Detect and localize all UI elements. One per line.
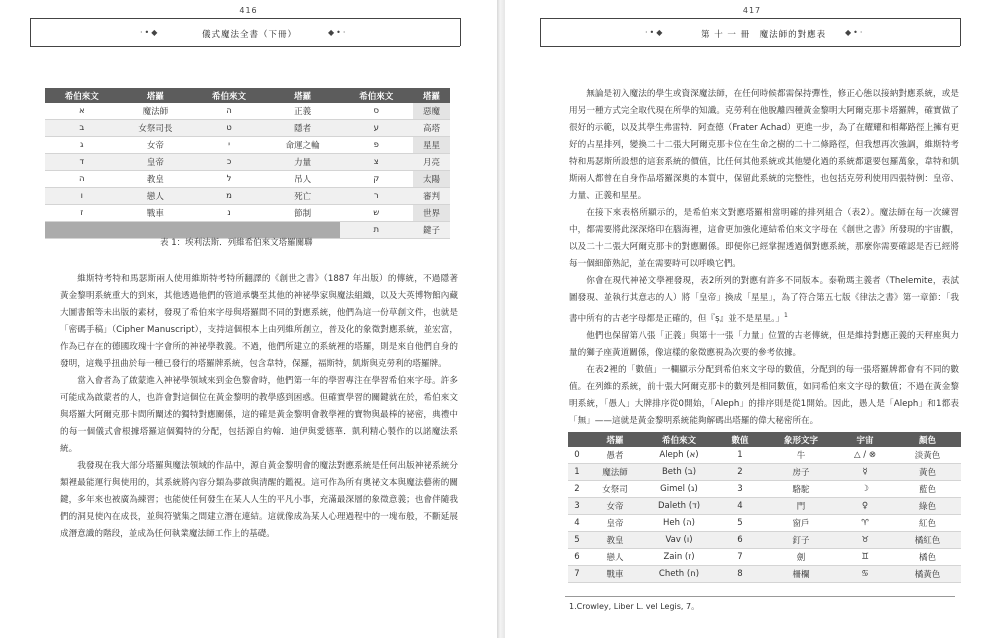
header-rule [460, 18, 461, 46]
pictograph: 駱駝 [766, 481, 836, 498]
tarot-card: 世界 [413, 205, 450, 222]
tarot-card: 正義 [266, 103, 340, 120]
tarot-card: 星星 [413, 137, 450, 154]
tarot-card: 女祭司長 [119, 120, 193, 137]
tarot-card: 戀人 [586, 549, 644, 566]
numeric-value: 1 [714, 447, 766, 464]
paragraph-text: 你會在現代神祕文學裡發現，表2所列的對應有許多不同版本。泰勒瑪主義者（Thelemite，表試圖發現、並執行其意志的人）將「皇帝」換成「星星」，為了符合第五七版《律法之書》第一章節：「我書中所有的古老字母都是正確的，但『ṣ』並不是星星。」 [569, 276, 959, 324]
table-row [568, 481, 961, 498]
table-header: 塔羅 [586, 432, 644, 447]
tarot-card: 鍵子 [413, 222, 450, 239]
color: 橘黃色 [894, 566, 961, 583]
color: 紅色 [894, 515, 961, 532]
hebrew-letter: ד [45, 154, 119, 171]
table-header: 塔羅 [413, 88, 450, 103]
cosmic-symbol: ♀ [836, 498, 894, 515]
table-row [568, 532, 961, 549]
table-row [568, 498, 961, 515]
table-header [568, 432, 586, 447]
card-number: 4 [568, 515, 586, 532]
numeric-value: 4 [714, 498, 766, 515]
left-page [0, 0, 497, 638]
card-number: 2 [568, 481, 586, 498]
color: 淡黃色 [894, 447, 961, 464]
tarot-card: 戰車 [586, 566, 644, 583]
hebrew-letter: Cheth (ח) [644, 566, 714, 583]
table-header: 顏色 [894, 432, 961, 447]
numeric-value: 7 [714, 549, 766, 566]
table-row [568, 549, 961, 566]
hebrew-letter: ט [192, 120, 266, 137]
tarot-card: 教皇 [119, 171, 193, 188]
table-row [568, 566, 961, 583]
table-header: 塔羅 [266, 88, 340, 103]
hebrew-letter: Aleph (א) [644, 447, 714, 464]
hebrew-letter: י [192, 137, 266, 154]
hebrew-letter: ה [45, 171, 119, 188]
table-row [45, 171, 450, 188]
cosmic-symbol: ♈ [836, 515, 894, 532]
card-number: 0 [568, 447, 586, 464]
paragraph: 他們也保留第八張「正義」與第十一張「力量」位置的古老傳統，但是維持對應正義的天秤座與力量的獅子座黃道關係，像這樣的象徵應視為次要的參考依據。 [569, 330, 959, 358]
paragraph: 當入會者為了啟蒙進入神祕學領域來到金色黎會時，他們第一年的學習專注在學習希伯來字母。許多可能成為啟蒙者的人，也許會對這個位在黃金黎明的教學感到困惑。但確實學習的關鍵就在於，希伯來文與塔羅大阿爾克那卡間所闡述的獨特對應關係，這的確是黃金黎明會教學裡的寶物與最棒的祕密，典禮中的每一個儀式會根據塔羅這個獨特的分配，包括源自約翰．迪伊與愛德華．凱利精心製作的以諾魔法系統。 [60, 376, 458, 454]
hebrew-letter: ו [45, 188, 119, 205]
table-row [568, 515, 961, 532]
hebrew-letter: ע [340, 120, 414, 137]
hebrew-letter: א [45, 103, 119, 120]
numeric-value: 6 [714, 532, 766, 549]
body-text [60, 271, 458, 543]
table-header: 象形文字 [766, 432, 836, 447]
table-header: 塔羅 [119, 88, 193, 103]
tarot-card: 死亡 [266, 188, 340, 205]
tarot-card: 魔法師 [586, 464, 644, 481]
table-row [45, 120, 450, 137]
tarot-card: 節制 [266, 205, 340, 222]
cosmic-symbol: ♊ [836, 549, 894, 566]
footnote: 1.Crowley, Liber L. vel Legis, 7。 [569, 602, 700, 611]
cosmic-symbol: △ / ⊗ [836, 447, 894, 464]
hebrew-letter: צ [340, 154, 414, 171]
tarot-card: 女帝 [119, 137, 193, 154]
color: 藍色 [894, 481, 961, 498]
header-rule [30, 18, 31, 46]
card-number: 3 [568, 498, 586, 515]
header-rule [540, 18, 541, 46]
hebrew-letter: Beth (ב) [644, 464, 714, 481]
tarot-card: 隱者 [266, 120, 340, 137]
book-spine [497, 0, 505, 638]
table-row [45, 103, 450, 120]
cosmic-symbol: ☽ [836, 481, 894, 498]
card-number: 7 [568, 566, 586, 583]
hebrew-letter: כ [192, 154, 266, 171]
hebrew-letter: פ [340, 137, 414, 154]
color: 黃色 [894, 464, 961, 481]
hebrew-letter: ל [192, 171, 266, 188]
empty-cell [45, 222, 119, 239]
table-row [45, 137, 450, 154]
pictograph: 柵欄 [766, 566, 836, 583]
hebrew-letter: Gimel (ג) [644, 481, 714, 498]
tarot-card: 教皇 [586, 532, 644, 549]
table-row [568, 447, 961, 464]
tarot-card: 愚者 [586, 447, 644, 464]
levi-tarot-table [45, 88, 450, 239]
tarot-card: 惡魔 [413, 103, 450, 120]
header-rule [540, 18, 960, 19]
tarot-card: 審判 [413, 188, 450, 205]
hebrew-letter: נ [192, 205, 266, 222]
hebrew-letter: ק [340, 171, 414, 188]
header-rule [540, 46, 960, 47]
hebrew-letter: Heh (ה) [644, 515, 714, 532]
table-caption: 表 1：埃利法斯．列維希伯來文塔羅關聯 [160, 238, 313, 248]
cosmic-symbol: ☿ [836, 464, 894, 481]
card-number: 1 [568, 464, 586, 481]
running-header: 儀式魔法全書（下冊） [202, 30, 298, 40]
table-header: 希伯來文 [192, 88, 266, 103]
numeric-value: 2 [714, 464, 766, 481]
hebrew-letter: ר [340, 188, 414, 205]
hebrew-letter: מ [192, 188, 266, 205]
tarot-card: 力量 [266, 154, 340, 171]
footnote-rule [565, 596, 955, 597]
tarot-card: 命運之輪 [266, 137, 340, 154]
table-row [45, 188, 450, 205]
color: 橘色 [894, 549, 961, 566]
pictograph: 門 [766, 498, 836, 515]
page-number: 416 [239, 6, 258, 15]
tarot-card: 魔法師 [119, 103, 193, 120]
color: 綠色 [894, 498, 961, 515]
golden-dawn-table [568, 432, 961, 583]
footnote-marker: 1 [784, 312, 788, 319]
header-rule [960, 18, 961, 46]
pictograph: 劍 [766, 549, 836, 566]
paragraph: 在接下來表格所顯示的，是希伯來文對應塔羅相當明確的排列組合（表2）。魔法師在每一次練習中，都需要將此深深烙印在腦海裡，這會更加強化連結希伯來文字母在《創世之書》所發現的宇宙觀，以及二十二張大阿爾克那卡的對應關係。即便你已經掌握透過個對應系統，那麼你需要確認是否已經將每一個細節熟記，並在需要時可以呼喚它們。 [569, 208, 959, 269]
header-ornament: ◆•· [328, 28, 348, 37]
pictograph: 房子 [766, 464, 836, 481]
card-number: 6 [568, 549, 586, 566]
hebrew-letter: ב [45, 120, 119, 137]
numeric-value: 8 [714, 566, 766, 583]
cosmic-symbol: ♋ [836, 566, 894, 583]
table-header: 數值 [714, 432, 766, 447]
card-number: 5 [568, 532, 586, 549]
paragraph: 在表2裡的「數值」一欄顯示分配到希伯來文字母的數值，分配到的每一張塔羅牌都會有不同的數值。在列維的系統，前十張大阿爾克那卡的數列是相同數值，如同希伯來文字母的數值；不過在黃金黎明系統，「愚人」大牌排序從0開始，「Aleph」的排序則是從1開始。因此，愚人是「Aleph」和1都表「無」——這就是黃金黎明系統能夠解碼出塔羅的偉大秘密所在。 [569, 364, 959, 426]
tarot-card: 皇帝 [119, 154, 193, 171]
color: 橘紅色 [894, 532, 961, 549]
running-header: 第 十 一 冊 魔法師的對應表 [701, 30, 827, 40]
body-text [569, 86, 959, 430]
hebrew-letter: ג [45, 137, 119, 154]
hebrew-letter: ת [340, 222, 414, 239]
page-number: 417 [742, 6, 762, 15]
hebrew-letter: ה [192, 103, 266, 120]
hebrew-letter: ש [340, 205, 414, 222]
tarot-card: 女祭司 [586, 481, 644, 498]
table-header: 希伯來文 [644, 432, 714, 447]
right-page [505, 0, 999, 638]
pictograph: 窗戶 [766, 515, 836, 532]
tarot-card: 高塔 [413, 120, 450, 137]
tarot-card: 女帝 [586, 498, 644, 515]
hebrew-letter: Daleth (ד) [644, 498, 714, 515]
numeric-value: 5 [714, 515, 766, 532]
tarot-card: 吊人 [266, 171, 340, 188]
header-ornament: ·•◆ [140, 28, 160, 37]
tarot-card: 戰車 [119, 205, 193, 222]
hebrew-letter: ס [340, 103, 414, 120]
table-header: 宇宙 [836, 432, 894, 447]
header-rule [30, 46, 460, 47]
pictograph: 釘子 [766, 532, 836, 549]
table-row [45, 205, 450, 222]
tarot-card: 戀人 [119, 188, 193, 205]
numeric-value: 3 [714, 481, 766, 498]
pictograph: 牛 [766, 447, 836, 464]
table-header: 希伯來文 [340, 88, 414, 103]
hebrew-letter: ז [45, 205, 119, 222]
hebrew-letter: Vav (ו) [644, 532, 714, 549]
header-ornament: ◆•· [845, 28, 865, 37]
paragraph: 維斯特考特和馬瑟斯兩人使用維斯特考特所翻譯的《創世之書》（1887 年出版）的傳統，不過隱著黃金黎明系統重大的到來，其他透過他們的管道承襲至其他的神祕學家與魔法組織，以及大英博物館內藏大圖書館等未出版的素材，發現了希伯來字母與塔羅間不同的對應系統，他們為這一份草創文件，也就是「密碼手稿」（Cipher Manuscript），支持這個根本上由列維所創立，普及化的象徵對應系統，並宏富，作為已存在的德國玫瑰十字會所的神祕學教義。不過，他們所建立的系統裡的塔羅，則是來自他們自身的發明，這幾乎扭曲於每一種已發行的塔羅牌系統，包含韋特，保羅，福斯特，凱斯與克勞利的塔羅牌。 [60, 274, 458, 369]
header-rule [30, 18, 460, 19]
paragraph: 我發現在我大部分塔羅與魔法領域的作品中，源自黃金黎明會的魔法對應系統是任何出版神祕系統分類裡最能運行與使用的，其系統將內容分類為夢啟與清醒的鑑視。這可作為所有奧祕文本與魔法藝術的關鍵，多年來也被廣為練習；也能使任何發生在某人人生的平凡小事，充滿最深層的象徵意義；也會伴隨我們的洞見使內在成長，並與符號集之間建立潛在連結。這就像成為某人心理過程中的一塊布般，不斷延展成潛意識的階段，並成為任何執業魔法師工作上的基礎。 [60, 461, 458, 539]
tarot-card: 皇帝 [586, 515, 644, 532]
table-row [45, 154, 450, 171]
hebrew-letter: Zain (ז) [644, 549, 714, 566]
paragraph: 無論是初入魔法的學生或資深魔法師，在任何時候都需保持彈性，修正心態以接納對應系統，或是用另一種方式完全取代現在所學的知識。克勞利在他脫離四種黃金黎明大阿爾克那卡塔羅牌，確實做了很好的示範，以及其學生弗雷特．阿查德（Frater Achad）更進一步，為了在耀耀和相鄰路徑上擁有更好的占星排列，變換二十二張大阿爾克那卡位在生命之樹的二十二條路徑，但我想再次強調，維斯特考特和馬瑟斯所設想的這套系統的價值，比任何其他系統或其他變化過的系統都還要包羅萬象，韋特和凱斯兩人都曾在自身作品塔羅深奧的本質中，保留此系統的完整性，也包括克勞利使用四張特例：皇帝、力量、正義和星星。 [569, 89, 959, 201]
tarot-card: 月亮 [413, 154, 450, 171]
cosmic-symbol: ♉ [836, 532, 894, 549]
header-ornament: ·•◆ [645, 28, 665, 37]
table-header: 希伯來文 [45, 88, 119, 103]
tarot-card: 太陽 [413, 171, 450, 188]
paragraph-with-footnote [569, 273, 959, 328]
table-row [568, 464, 961, 481]
